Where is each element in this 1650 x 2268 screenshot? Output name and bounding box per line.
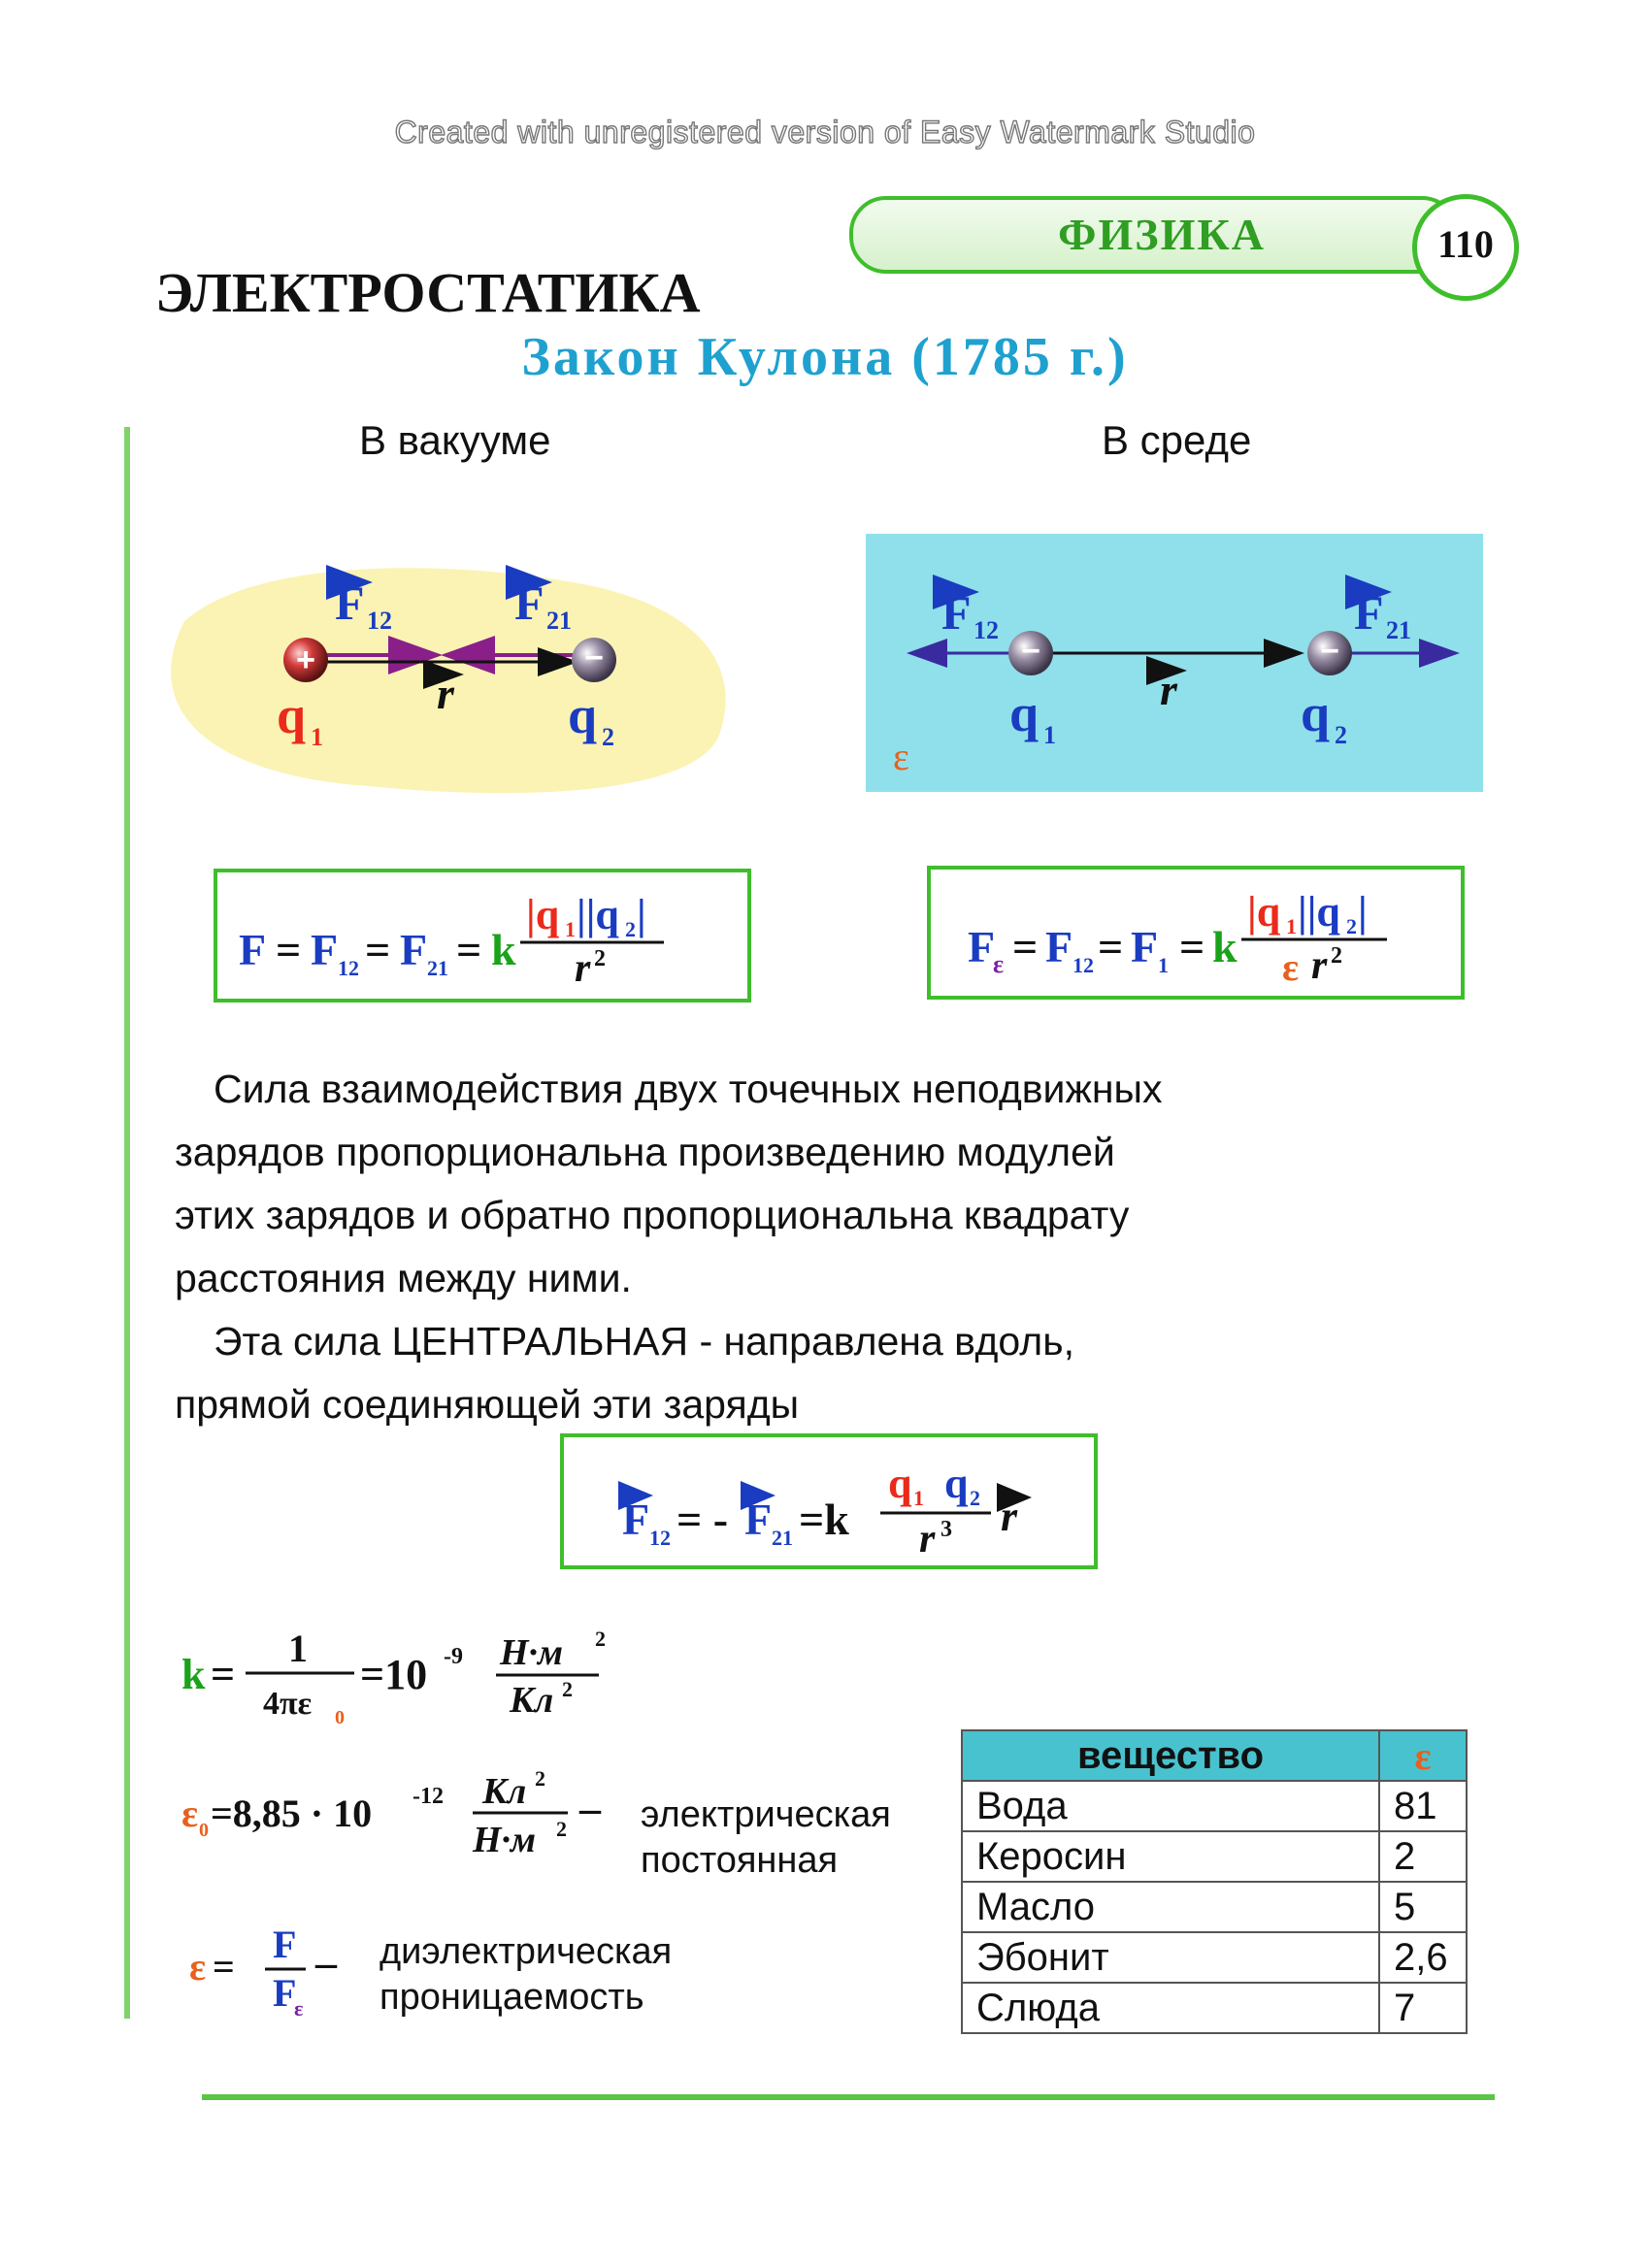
svg-text:=: = (1098, 922, 1124, 971)
svg-text:=: = (456, 925, 482, 974)
label-q2-sub: 2 (1335, 721, 1347, 749)
svg-text:ε: ε (1282, 945, 1300, 989)
formula-box-vector (560, 1433, 1098, 1569)
table-row (962, 1831, 1467, 1882)
svg-text:k: k (1212, 922, 1238, 971)
q2-sign: − (1320, 633, 1339, 670)
svg-text:F: F (239, 925, 267, 974)
svg-text:=: = (1179, 922, 1205, 971)
svg-text:0: 0 (335, 1707, 345, 1728)
svg-text:-9: -9 (444, 1644, 463, 1669)
svg-text:1: 1 (1158, 953, 1169, 977)
paragraph-line-4: расстояния между ними. (175, 1256, 632, 1300)
svg-text:12: 12 (338, 956, 359, 980)
page-number: 110 (1437, 222, 1494, 266)
svg-text:=8,85 · 10: =8,85 · 10 (211, 1791, 373, 1835)
svg-text:= -: = - (676, 1495, 729, 1544)
svg-text:–: – (579, 1785, 601, 1832)
epsilon0-description-2: постоянная (641, 1840, 839, 1881)
svg-text:=k: =k (799, 1495, 849, 1544)
medium-background (866, 534, 1483, 792)
diagram-medium (864, 532, 1485, 794)
svg-text:=: = (276, 925, 302, 974)
svg-text:Кл: Кл (482, 1771, 527, 1812)
svg-text:–: – (315, 1939, 337, 1987)
column-heading-medium: В среде (1102, 417, 1252, 463)
table-cell-substance: Вода (962, 1781, 1379, 1831)
table-row (962, 1983, 1467, 2033)
svg-text:21: 21 (427, 956, 448, 980)
label-force-12-sub: 12 (367, 607, 392, 635)
svg-text:||q: ||q (1298, 888, 1340, 936)
table-header-epsilon: ε (1379, 1730, 1467, 1781)
svg-text:12: 12 (1072, 953, 1094, 977)
svg-text:1: 1 (1286, 914, 1297, 938)
table-header-row (962, 1730, 1467, 1781)
formula-coulomb-vacuum (217, 872, 747, 999)
svg-text:r: r (1311, 943, 1328, 988)
svg-text:=: = (365, 925, 391, 974)
label-force-12: F (335, 575, 365, 630)
svg-text:k: k (491, 925, 516, 974)
svg-text:2: 2 (970, 1486, 980, 1510)
label-force-21: F (514, 575, 544, 630)
table-cell-substance: Масло (962, 1882, 1379, 1932)
label-q1: q (277, 686, 307, 744)
label-force-21-sub: 21 (546, 607, 572, 635)
svg-text:F: F (1131, 922, 1159, 971)
svg-text:F: F (1045, 922, 1073, 971)
svg-text:1: 1 (288, 1627, 308, 1670)
svg-text:F: F (968, 922, 996, 971)
epsilon0-description-1: электрическая (641, 1794, 891, 1835)
paragraph-line-6: прямой соединяющей эти заряды (175, 1382, 800, 1427)
label-r: r (437, 669, 454, 718)
watermark-text: Created with unregistered version of Easy Watermark Studio (394, 115, 1256, 149)
svg-text:2: 2 (562, 1677, 573, 1701)
svg-text:r: r (575, 946, 591, 991)
svg-text:-12: -12 (412, 1784, 444, 1809)
law-title: Закон Кулона (1785 г.) (521, 327, 1129, 387)
svg-text:1: 1 (565, 917, 576, 941)
bottom-decorative-bar (202, 2094, 1495, 2100)
q1-sign: − (1021, 633, 1040, 670)
constant-epsilon-formula (180, 1917, 762, 2033)
label-force-21: F (1354, 585, 1384, 640)
table-cell-substance: Эбонит (962, 1932, 1379, 1983)
table-cell-substance: Керосин (962, 1831, 1379, 1882)
svg-text:F: F (311, 925, 339, 974)
table-cell-value: 2 (1379, 1831, 1467, 1882)
law-statement (175, 1058, 1388, 1436)
left-decorative-bar (124, 427, 130, 2019)
svg-text:k: k (182, 1651, 206, 1698)
constant-epsilon0-formula (180, 1759, 946, 1904)
svg-text:ε: ε (294, 1996, 304, 2021)
svg-text:F: F (744, 1495, 773, 1544)
q1-sign: + (296, 641, 315, 678)
label-q2: q (1301, 684, 1331, 742)
dielectric-table (961, 1729, 1468, 2034)
svg-text:2: 2 (595, 1627, 606, 1651)
svg-text:ε: ε (993, 950, 1005, 978)
svg-text:4πε: 4πε (263, 1686, 313, 1722)
label-force-21-sub: 21 (1386, 616, 1411, 644)
svg-text:|q: |q (526, 891, 560, 938)
svg-text:0: 0 (199, 1820, 209, 1841)
paragraph-line-5: Эта сила ЦЕНТРАЛЬНАЯ - направлена вдоль, (214, 1319, 1074, 1364)
svg-text:=10: =10 (360, 1651, 428, 1698)
table-cell-value: 2,6 (1379, 1932, 1467, 1983)
svg-text:r: r (919, 1517, 936, 1561)
svg-text:F: F (273, 1923, 297, 1966)
table-row (962, 1932, 1467, 1983)
svg-text:F: F (273, 1971, 297, 2015)
svg-text:3: 3 (940, 1517, 952, 1542)
svg-text:2: 2 (625, 917, 636, 941)
epsilon-description-1: диэлектрическая (380, 1931, 673, 1972)
svg-text:Н·м: Н·м (473, 1820, 537, 1860)
svg-text:ε: ε (189, 1945, 207, 1989)
svg-text:|: | (637, 891, 646, 938)
paragraph-line-2: зарядов пропорциональна произведению модулей (175, 1130, 1115, 1174)
svg-text:=: = (211, 1651, 236, 1698)
svg-text:12: 12 (649, 1526, 671, 1550)
svg-text:1: 1 (913, 1486, 924, 1510)
svg-text:2: 2 (556, 1817, 567, 1841)
label-q1-sub: 1 (311, 723, 323, 751)
table-row (962, 1882, 1467, 1932)
constant-k-formula (180, 1611, 684, 1737)
svg-text:=: = (213, 1945, 235, 1989)
label-q2: q (568, 686, 598, 744)
paragraph-line-1: Сила взаимодействия двух точечных неподвижных (214, 1067, 1163, 1111)
svg-text:Н·м: Н·м (500, 1632, 564, 1673)
page-title: ЭЛЕКТРОСТАТИКА (155, 261, 701, 324)
svg-text:||q: ||q (577, 891, 619, 938)
svg-text:F: F (400, 925, 428, 974)
svg-text:2: 2 (1346, 914, 1357, 938)
formula-box-medium (927, 866, 1465, 1000)
svg-text:=: = (1012, 922, 1039, 971)
table-cell-substance: Слюда (962, 1983, 1379, 2033)
formula-coulomb-medium (931, 870, 1461, 996)
table-row (962, 1781, 1467, 1831)
label-force-12-sub: 12 (974, 616, 999, 644)
table-cell-value: 81 (1379, 1781, 1467, 1831)
paragraph-line-3: этих зарядов и обратно пропорциональна квадрату (175, 1193, 1130, 1237)
label-q1-sub: 1 (1043, 721, 1056, 749)
svg-text:2: 2 (1331, 943, 1342, 969)
svg-text:F: F (622, 1495, 650, 1544)
table-header-substance: вещество (962, 1730, 1379, 1781)
svg-text:|q: |q (1247, 888, 1281, 936)
formula-box-vacuum (214, 869, 751, 1003)
table-cell-value: 5 (1379, 1882, 1467, 1932)
table-cell-value: 7 (1379, 1983, 1467, 2033)
svg-text:Кл: Кл (510, 1680, 554, 1721)
subject-label: ФИЗИКА (1058, 210, 1266, 259)
label-q2-sub: 2 (602, 723, 614, 751)
svg-text:q: q (944, 1460, 969, 1507)
label-force-12: F (941, 585, 972, 640)
svg-text:ε: ε (182, 1791, 199, 1835)
svg-text:q: q (888, 1460, 912, 1507)
svg-text:|: | (1358, 888, 1368, 936)
label-r: r (1160, 665, 1177, 714)
column-heading-vacuum: В вакууме (359, 417, 551, 463)
label-epsilon: ε (893, 735, 909, 778)
label-q1: q (1009, 684, 1040, 742)
svg-text:2: 2 (535, 1766, 545, 1791)
svg-text:21: 21 (772, 1526, 793, 1550)
svg-text:2: 2 (594, 946, 606, 971)
formula-coulomb-vector (564, 1437, 1094, 1565)
svg-text:r: r (1001, 1493, 1018, 1540)
epsilon-description-2: проницаемость (380, 1977, 644, 2018)
q2-sign: − (584, 640, 604, 676)
diagram-vacuum (146, 543, 747, 805)
